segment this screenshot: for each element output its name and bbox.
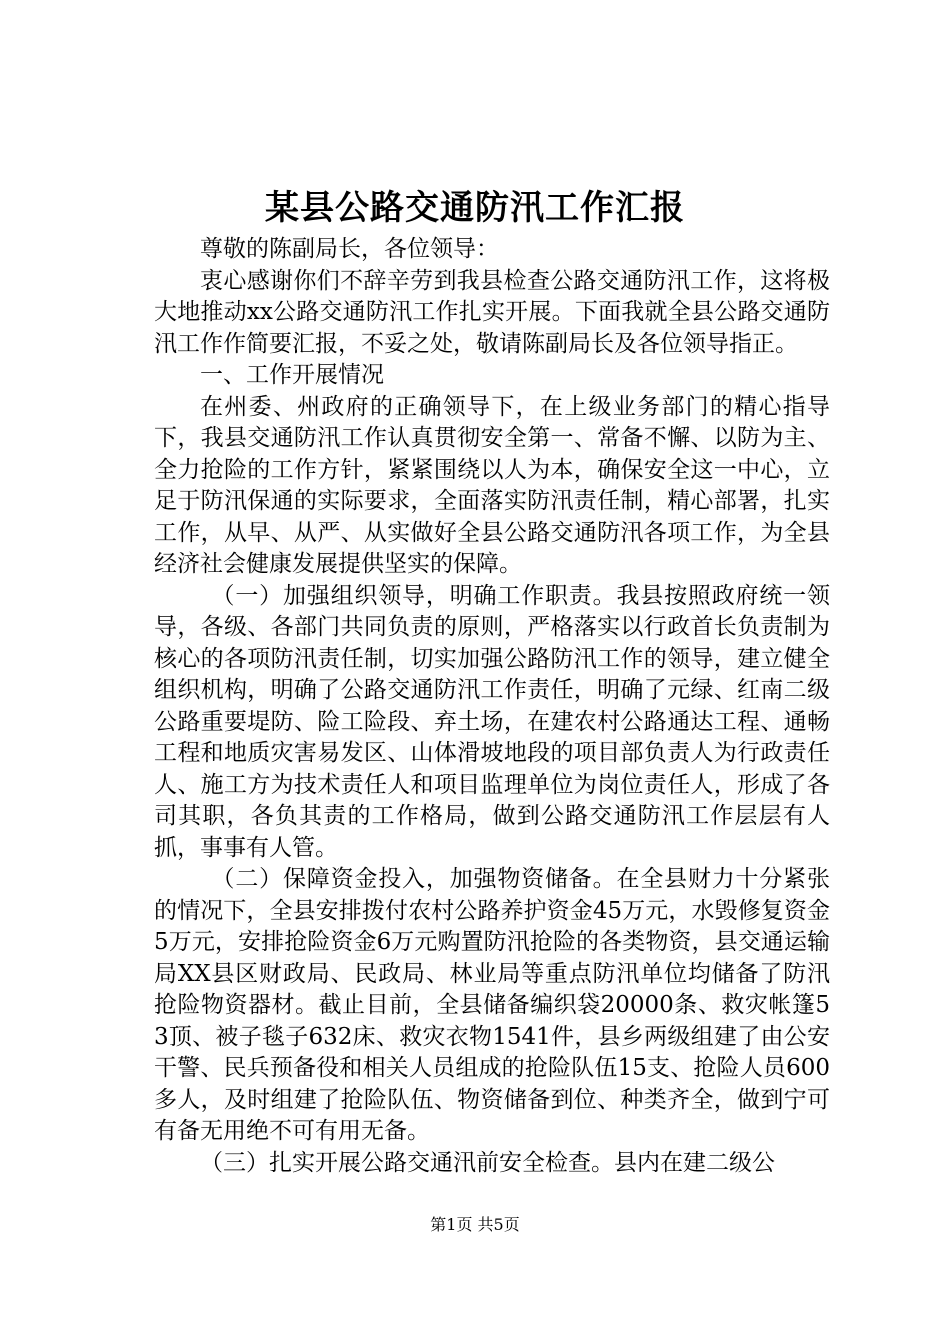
intro-paragraph: 衷心感谢你们不辞辛劳到我县检查公路交通防汛工作，这将极大地推动xx公路交通防汛工作扎实开展。下面我就全县公路交通防汛工作作简要汇报，不妥之处，敬请陈副局长及各位领导指正。 xyxy=(154,267,830,357)
section-heading: 一、工作开展情况 xyxy=(200,362,384,388)
subsection-3-paragraph: （三）扎实开展公路交通汛前安全检查。县内在建二级公 xyxy=(200,1149,775,1176)
salutation-paragraph: 尊敬的陈副局长，各位领导： xyxy=(200,236,499,262)
subsection-1-paragraph: （一）加强组织领导，明确工作职责。我县按照政府统一领导，各级、各部门共同负责的原则，严格落实以行政首长负责制为核心的各项防汛责任制，切实加强公路防汛工作的领导，建立健全组织机构，明确了公路交通防汛工作责任，明确了元绿、红南二级公路重要堤防、险工险段、弃土场，在建农村公路通达工程、通畅工程和地质灾害易发区、山体滑坡地段的项目部负责人为行政责任人、施工方为技术责任人和项目监理单位为岗位责任人，形成了各司其职，各负其责的工作格局，做到公路交通防汛工作层层有人抓，事事有人管。 xyxy=(154,582,830,861)
page-number-footer: 第1页 共5页 xyxy=(430,1215,520,1234)
overview-paragraph: 在州委、州政府的正确领导下，在上级业务部门的精心指导下，我县交通防汛工作认真贯彻安全第一、常备不懈、以防为主、全力抢险的工作方针，紧紧围绕以人为本，确保安全这一中心，立足于防汛保通的实际要求，全面落实防汛责任制，精心部署，扎实工作，从早、从严、从实做好全县公路交通防汛各项工作，为全县经济社会健康发展提供坚实的保障。 xyxy=(154,393,830,577)
document-body xyxy=(154,234,830,1179)
document-title: 某县公路交通防汛工作汇报 xyxy=(265,188,685,228)
subsection-2-paragraph: （二）保障资金投入，加强物资储备。在全县财力十分紧张的情况下，全县安排拨付农村公路养护资金45万元，水毁修复资金5万元，安排抢险资金6万元购置防汛抢险的各类物资，县交通运输局XX县区财政局、民政局、林业局等重点防汛单位均储备了防汛抢险物资器材。截止目前，全县储备编织袋20000条、救灾帐篷53顶、被子毯子632床、救灾衣物1541件，县乡两级组建了由公安干警、民兵预备役和相关人员组成的抢险队伍15支、抢险人员600多人，及时组建了抢险队伍、物资储备到位、种类齐全，做到宁可有备无用绝不可有用无备。 xyxy=(154,866,830,1144)
